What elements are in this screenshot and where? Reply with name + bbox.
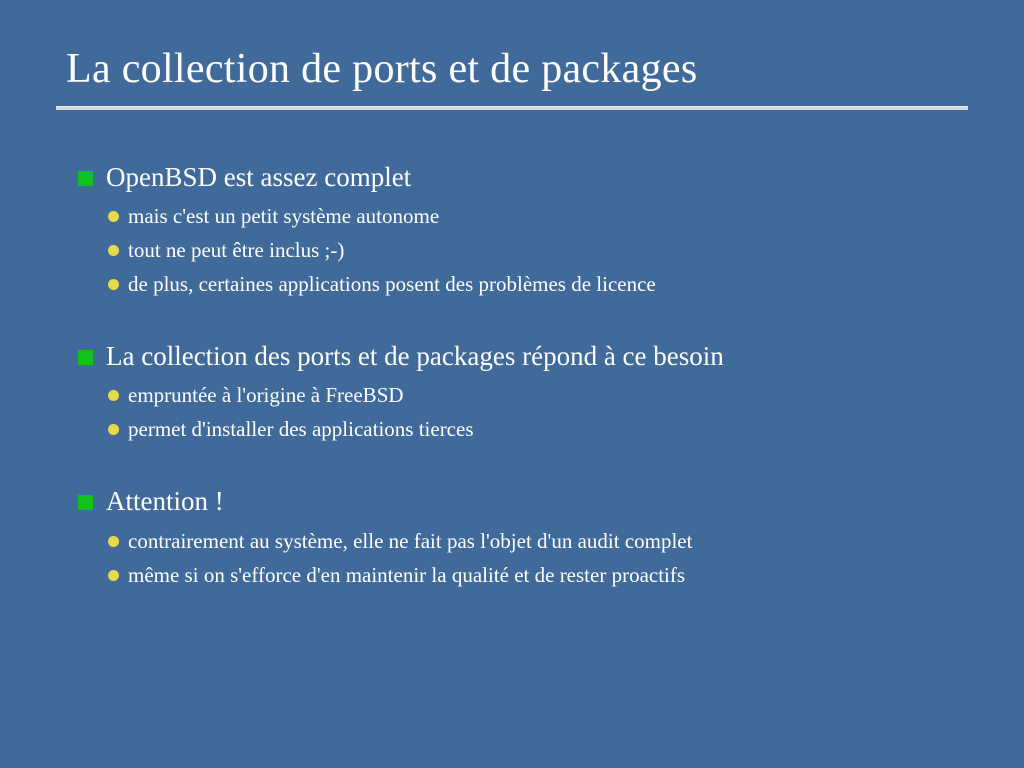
level2-list [76,524,976,592]
level2-item [76,233,976,267]
level2-item [76,524,976,558]
content-group-3 [76,482,976,591]
level2-label: tout ne peut être inclus ;-) [128,238,345,263]
group-spacer [76,327,976,337]
dot-bullet-icon [108,279,119,290]
level2-label: de plus, certaines applications posent des problèmes de licence [128,272,656,297]
dot-bullet-icon [108,570,119,581]
level1-label: La collection des ports et de packages répond à ce besoin [106,341,724,372]
group-spacer [76,472,976,482]
level2-item [76,199,976,233]
level1-label: Attention ! [106,486,224,517]
dot-bullet-icon [108,245,119,256]
dot-bullet-icon [108,211,119,222]
level1-label: OpenBSD est assez complet [106,162,412,192]
square-bullet-icon [78,350,93,365]
dot-bullet-icon [108,536,119,547]
dot-bullet-icon [108,424,119,435]
level1-item [76,337,976,376]
level1-item [76,158,976,197]
dot-bullet-icon [108,390,119,401]
content-group-1 [76,158,976,301]
slide-title-block [56,46,968,110]
square-bullet-icon [78,171,93,186]
content-group-2 [76,337,976,446]
level2-label: permet d'installer des applications tierces [128,417,474,442]
level2-label: mais c'est un petit système autonome [128,204,440,229]
level2-list [76,378,976,446]
square-bullet-icon [78,495,93,510]
page-title: La collection de ports et de packages [66,46,698,92]
title-divider [56,106,968,110]
level1-item [76,482,976,521]
level2-label: contrairement au système, elle ne fait pas l'objet d'un audit complet [128,528,693,553]
level2-item [76,378,976,412]
level2-item [76,558,976,592]
level2-item [76,412,976,446]
level2-label: empruntée à l'origine à FreeBSD [128,383,404,408]
level2-label: même si on s'efforce d'en maintenir la qualité et de rester proactifs [128,562,686,587]
level2-list [76,199,976,301]
level2-item [76,267,976,301]
slide-body [76,158,976,592]
